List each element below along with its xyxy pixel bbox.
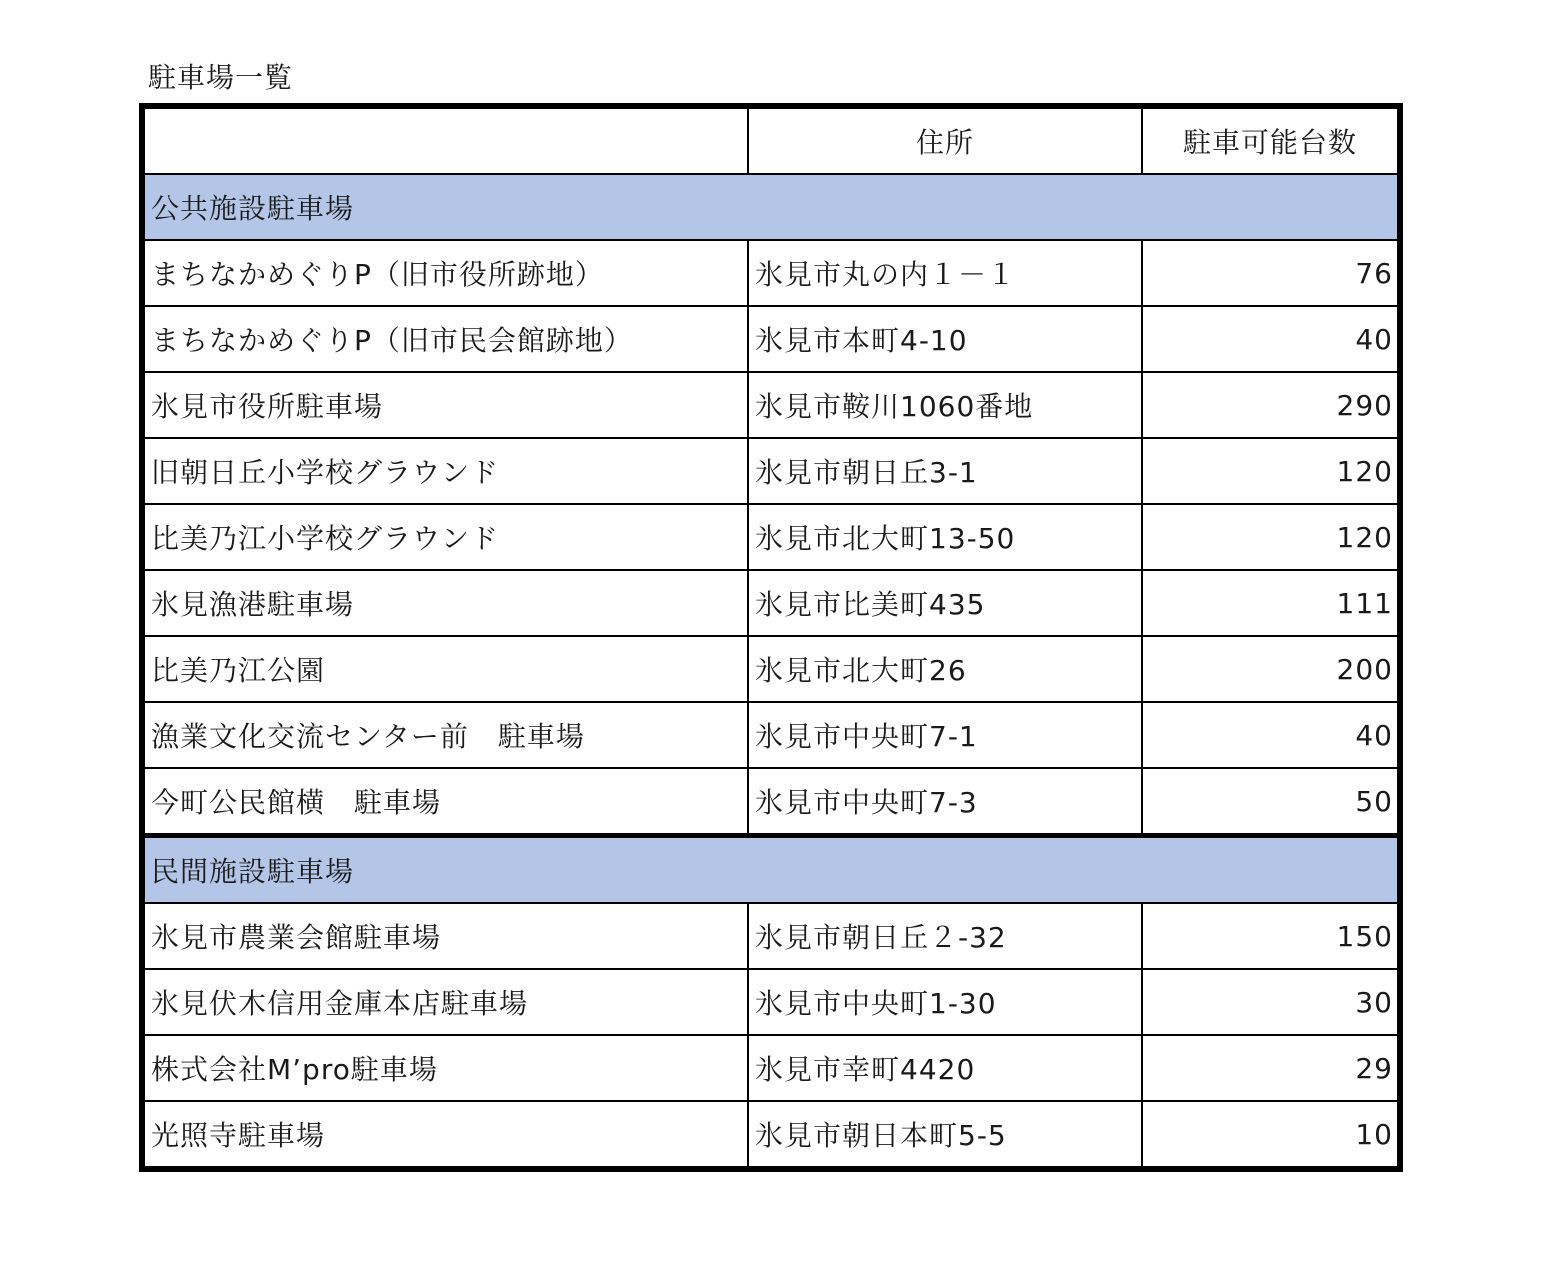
cell-capacity: 40 xyxy=(1142,702,1400,768)
cell-capacity: 30 xyxy=(1142,969,1400,1035)
table-row xyxy=(142,903,1400,969)
cell-address: 氷見市丸の内１－１ xyxy=(748,240,1142,306)
section-header-private xyxy=(142,836,1400,904)
table-row xyxy=(142,372,1400,438)
table-header-row xyxy=(142,106,1400,174)
cell-address: 氷見市北大町13-50 xyxy=(748,504,1142,570)
cell-capacity: 120 xyxy=(1142,504,1400,570)
cell-address: 氷見市幸町4420 xyxy=(748,1035,1142,1101)
cell-name: 光照寺駐車場 xyxy=(142,1101,748,1169)
cell-capacity: 10 xyxy=(1142,1101,1400,1169)
table-row xyxy=(142,306,1400,372)
cell-capacity: 200 xyxy=(1142,636,1400,702)
cell-capacity: 50 xyxy=(1142,768,1400,836)
cell-address: 氷見市朝日丘3-1 xyxy=(748,438,1142,504)
table-row xyxy=(142,1035,1400,1101)
table-row xyxy=(142,969,1400,1035)
cell-address: 氷見市中央町7-3 xyxy=(748,768,1142,836)
cell-address: 氷見市朝日本町5-5 xyxy=(748,1101,1142,1169)
header-name xyxy=(142,106,748,174)
cell-address: 氷見市本町4-10 xyxy=(748,306,1142,372)
cell-name: 今町公民館横 駐車場 xyxy=(142,768,748,836)
cell-name: 氷見市農業会館駐車場 xyxy=(142,903,748,969)
cell-capacity: 111 xyxy=(1142,570,1400,636)
cell-name: 旧朝日丘小学校グラウンド xyxy=(142,438,748,504)
cell-address: 氷見市鞍川1060番地 xyxy=(748,372,1142,438)
page-title: 駐車場一覧 xyxy=(148,61,294,94)
table-row xyxy=(142,636,1400,702)
cell-capacity: 290 xyxy=(1142,372,1400,438)
cell-name: 氷見漁港駐車場 xyxy=(142,570,748,636)
parking-table xyxy=(139,103,1403,1172)
header-address: 住所 xyxy=(748,106,1142,174)
cell-address: 氷見市北大町26 xyxy=(748,636,1142,702)
header-capacity: 駐車可能台数 xyxy=(1142,106,1400,174)
cell-name: まちなかめぐりP（旧市役所跡地） xyxy=(142,240,748,306)
table-row xyxy=(142,504,1400,570)
cell-name: 比美乃江公園 xyxy=(142,636,748,702)
section-label: 公共施設駐車場 xyxy=(142,174,1400,240)
table-row xyxy=(142,1101,1400,1169)
table-row xyxy=(142,438,1400,504)
cell-name: 比美乃江小学校グラウンド xyxy=(142,504,748,570)
cell-capacity: 120 xyxy=(1142,438,1400,504)
section-header-public xyxy=(142,174,1400,240)
cell-name: 株式会社M’pro駐車場 xyxy=(142,1035,748,1101)
cell-address: 氷見市中央町7-1 xyxy=(748,702,1142,768)
table-row xyxy=(142,768,1400,836)
cell-name: まちなかめぐりP（旧市民会館跡地） xyxy=(142,306,748,372)
cell-name: 漁業文化交流センター前 駐車場 xyxy=(142,702,748,768)
table-row xyxy=(142,240,1400,306)
table-row xyxy=(142,702,1400,768)
table-row xyxy=(142,570,1400,636)
cell-name: 氷見伏木信用金庫本店駐車場 xyxy=(142,969,748,1035)
cell-capacity: 29 xyxy=(1142,1035,1400,1101)
cell-capacity: 40 xyxy=(1142,306,1400,372)
cell-address: 氷見市比美町435 xyxy=(748,570,1142,636)
section-label: 民間施設駐車場 xyxy=(142,836,1400,904)
cell-name: 氷見市役所駐車場 xyxy=(142,372,748,438)
cell-capacity: 150 xyxy=(1142,903,1400,969)
cell-capacity: 76 xyxy=(1142,240,1400,306)
cell-address: 氷見市中央町1-30 xyxy=(748,969,1142,1035)
cell-address: 氷見市朝日丘２-32 xyxy=(748,903,1142,969)
